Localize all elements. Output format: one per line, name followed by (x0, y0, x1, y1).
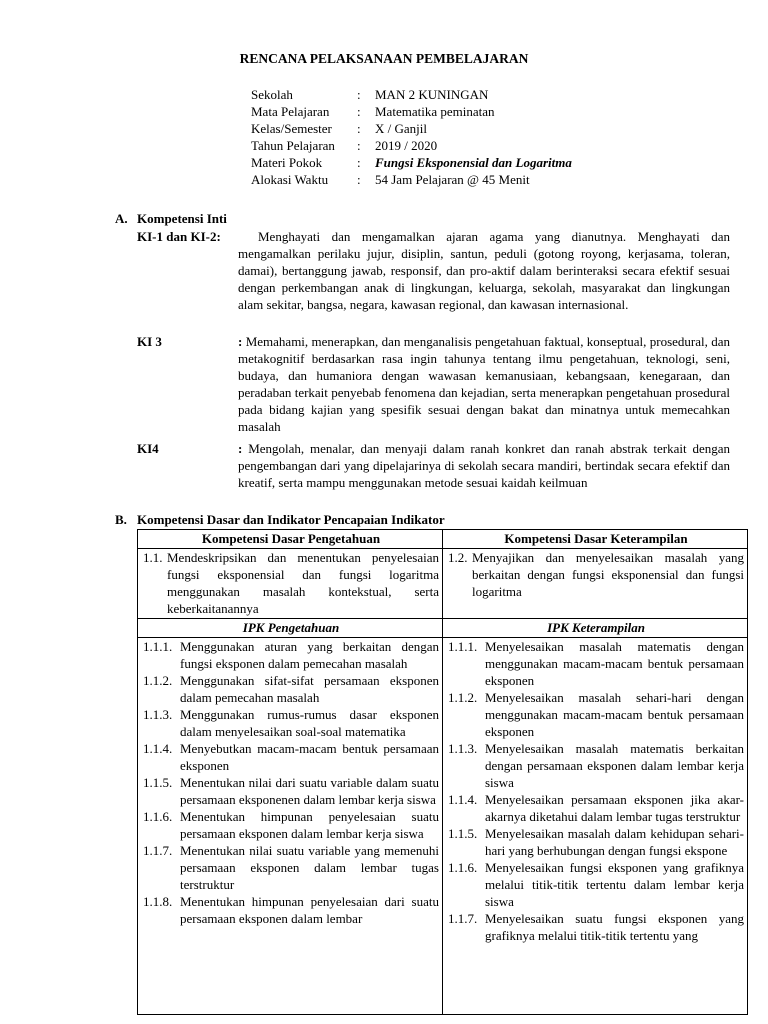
list-item (448, 689, 744, 740)
ki4-label: KI4 (137, 441, 159, 456)
list-item (143, 740, 439, 774)
ipk-number: 1.1.4. (143, 741, 173, 756)
ki4-colon: : (238, 441, 243, 456)
section-a-heading (115, 210, 227, 227)
ipk-number: 1.1.1. (448, 639, 478, 654)
ki4-text: Mengolah, menalar, dan menyaji dalam ranah konkret dan ranah abstrak terkait dengan pengembangan dari yang dipelajarinya di sekolah secara mandiri, bertindak secara efektif dan kreatif, serta mampu menggunakan metode sesuai kaidah keilmuan (238, 441, 731, 490)
ipk-text: Menentukan himpunan penyelesaian suatu persamaan eksponen dalam lembar kerja siswa (180, 809, 439, 841)
identity-row-subject (251, 103, 572, 120)
ipk-text: Menyelesaikan masalah matematis dengan menggunakan macam-macam bentuk persamaan eksponen (485, 639, 744, 688)
kd-number: 1.2. (448, 550, 468, 565)
identity-value: Matematika peminatan (375, 104, 495, 119)
kd-cell (443, 549, 748, 619)
ipk-text: Menyelesaikan fungsi eksponen yang grafiknya melalui titik-titik tertentu dalam lembar kerja siswa (485, 860, 744, 909)
identity-value: 54 Jam Pelajaran @ 45 Menit (375, 172, 530, 187)
kd-item (448, 549, 744, 600)
ipk-header-row (138, 619, 748, 638)
kd-cell (138, 549, 443, 619)
identity-value: Fungsi Eksponensial dan Logaritma (375, 155, 572, 170)
kd-text: Mendeskripsikan dan menentukan penyelesaian fungsi eksponensial dan fungsi logaritma menggunakan masalah kontekstual, serta keberkaitanannya (167, 550, 439, 616)
identity-colon: : (357, 87, 361, 102)
ipk-number: 1.1.7. (143, 843, 173, 858)
identity-label: Sekolah (251, 87, 293, 102)
section-letter: A. (115, 211, 128, 226)
document-title: RENCANA PELAKSANAAN PEMBELAJARAN (239, 51, 529, 66)
ipk-pengetahuan-cell (138, 638, 443, 1015)
ipk-number: 1.1.5. (143, 775, 173, 790)
ipk-text: Menentukan himpunan penyelesaian dari suatu persamaan eksponen dalam lembar (180, 894, 439, 926)
ipk-pengetahuan-list (143, 638, 439, 1013)
identity-colon: : (357, 155, 361, 170)
section-title: Kompetensi Inti (137, 211, 227, 226)
list-item (448, 910, 744, 944)
list-item (143, 808, 439, 842)
ipk-number: 1.1.6. (448, 860, 478, 875)
ipk-number: 1.1.8. (143, 894, 173, 909)
ki3-text: Memahami, menerapkan, dan menganalisis pengetahuan faktual, konseptual, prosedural, dan metakognitif berdasarkan rasa ingin tahunya tentang ilmu pengetahuan, teknologi, seni, budaya, dan humaniora dengan wawasan kemanusiaan, kebangsaan, kenegaraan, dan peradaban terkait penyebab fenomena dan kejadian, serta menerapkan pengetahuan prosedural pada bidang kajian yang spesifik sesuai dengan bakat dan minatnya untuk memecahkan masalah (238, 334, 731, 434)
identity-label: Tahun Pelajaran (251, 138, 335, 153)
section-b-heading (115, 511, 445, 528)
ipk-text: Menggunakan rumus-rumus dasar eksponen dalam menyelesaikan soal-soal matematika (180, 707, 439, 739)
identity-colon: : (357, 138, 361, 153)
ipk-text: Menggunakan sifat-sifat persamaan eksponen dalam pemecahan masalah (180, 673, 439, 705)
ipk-text: Menentukan nilai suatu variable yang memenuhi persamaan eksponen dalam lembar tugas terstruktur (180, 843, 439, 892)
identity-row-year (251, 137, 572, 154)
identity-label: Alokasi Waktu (251, 172, 329, 187)
ki3-label: KI 3 (137, 334, 162, 349)
identity-table (251, 86, 572, 188)
ipk-text: Menyebutkan macam-macam bentuk persamaan eksponen (180, 741, 439, 773)
identity-colon: : (357, 121, 361, 136)
kd-col2-header: Kompetensi Dasar Keterampilan (443, 530, 748, 549)
ipk-number: 1.1.7. (448, 911, 478, 926)
ipk-keterampilan-list (448, 638, 744, 1013)
ipk-text: Menyelesaikan masalah sehari-hari dengan menggunakan macam-macam bentuk persamaan eksponen (485, 690, 744, 739)
ipk-row (138, 638, 748, 1015)
ipk-number: 1.1.3. (448, 741, 478, 756)
ki12-text: Menghayati dan mengamalkan ajaran agama yang dianutnya. Menghayati dan mengamalkan perilaku jujur, disiplin, santun, peduli (gotong royong, kerjasama, toleran, damai), bertanggung jawab, responsif, dan pro-aktif dalam berinteraksi secara efektif sesuai dengan perkembangan anak di lingkungan, keluarga, sekolah, masyarakat dan lingkungan alam sekitar, bangsa, negara, kawasan regional, dan kawasan internasional. (238, 229, 730, 312)
kd-row (138, 549, 748, 619)
identity-row-school (251, 86, 572, 103)
ipk-text: Menggunakan aturan yang berkaitan dengan fungsi eksponen dalam pemecahan masalah (180, 639, 439, 671)
kd-col1-header: Kompetensi Dasar Pengetahuan (138, 530, 443, 549)
ipk-col2-header: IPK Keterampilan (443, 619, 748, 638)
kd-table (137, 529, 748, 1015)
identity-row-topic (251, 154, 572, 171)
list-item (448, 859, 744, 910)
kd-number: 1.1. (143, 550, 163, 565)
ipk-number: 1.1.1. (143, 639, 173, 654)
list-item (448, 791, 744, 825)
ipk-text: Menyelesaikan persamaan eksponen jika akar-akarnya diketahui dalam lembar tugas terstruktur (485, 792, 744, 824)
list-item (448, 825, 744, 859)
ipk-text: Menyelesaikan masalah dalam kehidupan sehari-hari yang berhubungan dengan fungsi ekspone (485, 826, 744, 858)
ipk-text: Menyelesaikan masalah matematis berkaitan dengan persamaan eksponen dalam lembar kerja siswa (485, 741, 744, 790)
identity-colon: : (357, 104, 361, 119)
list-item (143, 774, 439, 808)
list-item (448, 740, 744, 791)
ipk-number: 1.1.5. (448, 826, 478, 841)
identity-label: Materi Pokok (251, 155, 323, 170)
identity-label: Kelas/Semester (251, 121, 332, 136)
list-item (143, 638, 439, 672)
list-item (143, 893, 439, 927)
identity-value: X / Ganjil (375, 121, 427, 136)
ipk-number: 1.1.3. (143, 707, 173, 722)
identity-row-time (251, 171, 572, 188)
identity-colon: : (357, 172, 361, 187)
ipk-number: 1.1.6. (143, 809, 173, 824)
ipk-number: 1.1.4. (448, 792, 478, 807)
ki12-label: KI-1 dan KI-2: (137, 229, 221, 244)
ipk-col1-header: IPK Pengetahuan (138, 619, 443, 638)
list-item (448, 638, 744, 689)
identity-value: MAN 2 KUNINGAN (375, 87, 489, 102)
ipk-text: Menyelesaikan suatu fungsi eksponen yang grafiknya melalui titik-titik tertentu yang (485, 911, 744, 943)
ipk-keterampilan-cell (443, 638, 748, 1015)
list-item (143, 672, 439, 706)
list-item (143, 706, 439, 740)
ipk-text: Menentukan nilai dari suatu variable dalam suatu persamaan eksponenen dalam lembar kerja siswa (180, 775, 439, 807)
kd-header-row (138, 530, 748, 549)
identity-row-class (251, 120, 572, 137)
section-letter: B. (115, 512, 127, 527)
identity-label: Mata Pelajaran (251, 104, 330, 119)
identity-value: 2019 / 2020 (375, 138, 438, 153)
ki3-colon: : (238, 334, 243, 349)
ipk-number: 1.1.2. (448, 690, 478, 705)
ki4-block (238, 440, 730, 491)
ki3-block (238, 333, 730, 435)
section-title: Kompetensi Dasar dan Indikator Pencapaian Indikator (137, 512, 445, 527)
ipk-number: 1.1.2. (143, 673, 173, 688)
kd-text: Menyajikan dan menyelesaikan masalah yang berkaitan dengan fungsi eksponensial dan fungsi logaritma (472, 550, 744, 599)
list-item (143, 842, 439, 893)
kd-item (143, 549, 439, 617)
